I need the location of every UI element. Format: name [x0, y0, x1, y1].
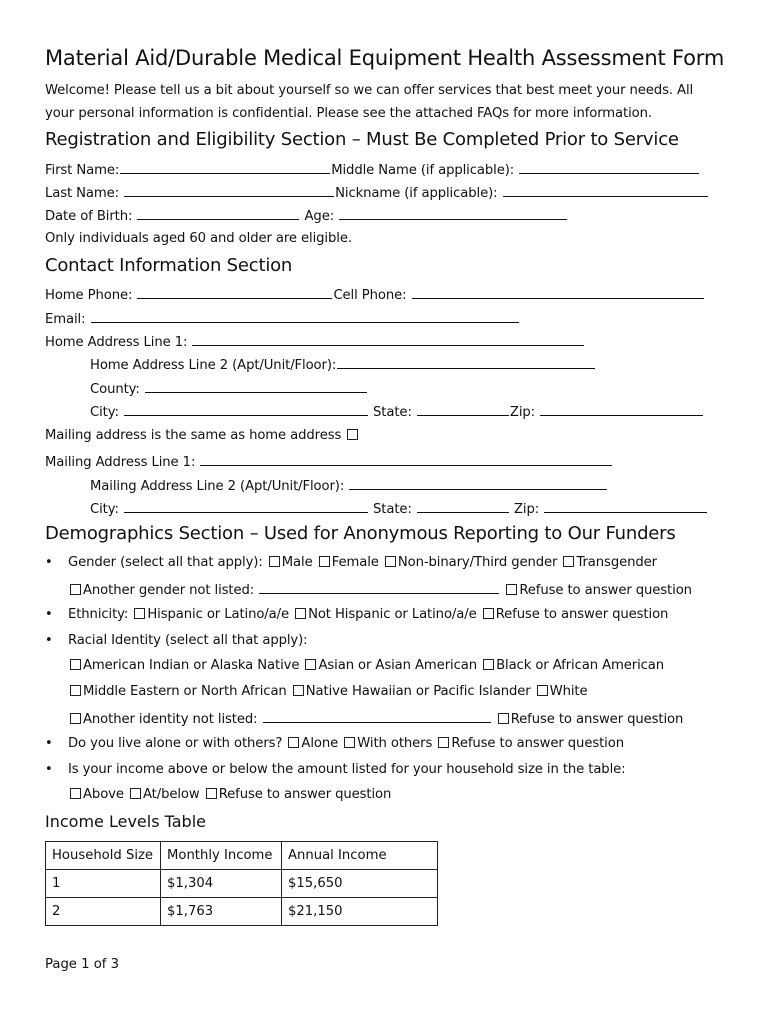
gender-refuse-checkbox[interactable]	[506, 584, 517, 595]
eth-refuse-checkbox[interactable]	[483, 608, 494, 619]
gender-trans-label: Transgender	[576, 555, 657, 570]
race-mena-checkbox[interactable]	[70, 685, 81, 696]
mail-city-field[interactable]	[124, 500, 368, 513]
table-header-cell: Monthly Income	[161, 842, 282, 870]
first-name-field[interactable]	[120, 161, 330, 174]
at-below-label: At/below	[142, 787, 200, 802]
contact-heading: Contact Information Section	[45, 255, 293, 276]
table-cell: $21,150	[282, 898, 438, 926]
cell-phone-label: Cell Phone:	[333, 288, 407, 303]
gender-other-checkbox[interactable]	[70, 584, 81, 595]
race-row-1	[68, 658, 664, 673]
gender-label: Gender (select all that apply):	[68, 555, 263, 570]
table-row	[46, 870, 438, 898]
mail-city-label: City:	[90, 502, 119, 517]
table-row	[46, 898, 438, 926]
ethnicity-row	[68, 607, 668, 622]
registration-heading: Registration and Eligibility Section – Must Be Completed Prior to Service	[45, 129, 679, 150]
income-table-heading: Income Levels Table	[45, 812, 206, 831]
race-white-checkbox[interactable]	[537, 685, 548, 696]
bullet-icon: •	[45, 736, 53, 751]
table-cell: 1	[46, 870, 161, 898]
race-aian-label: American Indian or Alaska Native	[83, 658, 300, 673]
home-address-1-label: Home Address Line 1:	[45, 335, 188, 350]
eth-not-label: Not Hispanic or Latino/a/e	[308, 607, 477, 622]
age-field[interactable]	[339, 207, 567, 220]
city-field[interactable]	[124, 403, 368, 416]
mail-address-2-label: Mailing Address Line 2 (Apt/Unit/Floor):	[90, 479, 345, 494]
first-name-label: First Name:	[45, 163, 120, 178]
bullet-icon: •	[45, 633, 53, 648]
table-cell: $1,304	[161, 870, 282, 898]
race-other-label: Another identity not listed:	[83, 712, 258, 727]
name-row-2	[45, 184, 709, 201]
table-cell: $1,763	[161, 898, 282, 926]
home-phone-label: Home Phone:	[45, 288, 133, 303]
table-header-cell: Household Size	[46, 842, 161, 870]
alone-refuse-checkbox[interactable]	[438, 737, 449, 748]
name-row-1	[45, 161, 700, 178]
mail-zip-field[interactable]	[544, 500, 707, 513]
above-checkbox[interactable]	[70, 788, 81, 799]
form-title: Material Aid/Durable Medical Equipment Health Assessment Form	[45, 46, 725, 70]
dob-label: Date of Birth:	[45, 209, 133, 224]
mail-address-1-label: Mailing Address Line 1:	[45, 455, 196, 470]
mail-zip-label: Zip:	[513, 502, 540, 517]
gender-female-label: Female	[331, 555, 379, 570]
race-asian-checkbox[interactable]	[305, 659, 316, 670]
gender-trans-checkbox[interactable]	[563, 556, 574, 567]
gender-other-row	[68, 581, 692, 598]
income-refuse-checkbox[interactable]	[206, 788, 217, 799]
race-aian-checkbox[interactable]	[70, 659, 81, 670]
intro-line-2: your personal information is confidential. Please see the attached FAQs for more information.	[45, 106, 652, 121]
eth-hispanic-label: Hispanic or Latino/a/e	[147, 607, 289, 622]
dob-row	[45, 207, 568, 224]
state-field[interactable]	[417, 403, 509, 416]
home-address-1-row	[45, 333, 585, 350]
ethnicity-label: Ethnicity:	[68, 607, 129, 622]
phone-row	[45, 286, 705, 303]
income-table	[45, 841, 438, 926]
same-mailing-label: Mailing address is the same as home address	[45, 428, 342, 443]
race-nhpi-checkbox[interactable]	[293, 685, 304, 696]
race-mena-label: Middle Eastern or North African	[83, 684, 287, 699]
bullet-icon: •	[45, 555, 53, 570]
county-field[interactable]	[145, 380, 367, 393]
middle-name-field[interactable]	[519, 161, 699, 174]
gender-other-field[interactable]	[259, 581, 499, 594]
dob-field[interactable]	[137, 207, 299, 220]
age-label: Age:	[304, 209, 335, 224]
race-black-label: Black or African American	[496, 658, 665, 673]
last-name-field[interactable]	[124, 184, 334, 197]
income-options-row	[68, 787, 391, 802]
with-others-label: With others	[357, 736, 433, 751]
race-nhpi-label: Native Hawaiian or Pacific Islander	[305, 684, 531, 699]
city-label: City:	[90, 405, 119, 420]
race-label: Racial Identity (select all that apply):	[68, 633, 308, 648]
eth-hispanic-checkbox[interactable]	[134, 608, 145, 619]
race-refuse-checkbox[interactable]	[498, 713, 509, 724]
email-field[interactable]	[91, 310, 519, 323]
zip-label: Zip:	[509, 405, 536, 420]
at-below-checkbox[interactable]	[130, 788, 141, 799]
nickname-field[interactable]	[503, 184, 708, 197]
gender-male-checkbox[interactable]	[269, 556, 280, 567]
home-address-2-row	[90, 356, 596, 373]
intro-line-1: Welcome! Please tell us a bit about yourself so we can offer services that best meet your needs. All	[45, 83, 694, 98]
middle-name-label: Middle Name (if applicable):	[331, 163, 515, 178]
mail-address-2-field[interactable]	[349, 477, 607, 490]
table-cell: $15,650	[282, 870, 438, 898]
gender-row	[68, 555, 657, 570]
gender-nonbinary-label: Non-binary/Third gender	[397, 555, 558, 570]
mail-address-2-row	[90, 477, 608, 494]
mail-state-field[interactable]	[417, 500, 509, 513]
race-row-2	[68, 684, 588, 699]
zip-field[interactable]	[540, 403, 703, 416]
gender-female-checkbox[interactable]	[319, 556, 330, 567]
income-question: Is your income above or below the amount listed for your household size in the table:	[68, 762, 626, 777]
email-label: Email:	[45, 312, 86, 327]
alone-question: Do you live alone or with others?	[68, 736, 283, 751]
race-white-label: White	[549, 684, 588, 699]
mail-state-label: State:	[373, 502, 412, 517]
alone-row	[68, 736, 624, 751]
gender-other-label: Another gender not listed:	[83, 583, 255, 598]
bullet-icon: •	[45, 607, 53, 622]
race-asian-label: Asian or Asian American	[318, 658, 477, 673]
gender-nonbinary-checkbox[interactable]	[385, 556, 396, 567]
state-label: State:	[373, 405, 412, 420]
nickname-label: Nickname (if applicable):	[335, 186, 498, 201]
alone-refuse-label: Refuse to answer question	[451, 736, 624, 751]
race-black-checkbox[interactable]	[483, 659, 494, 670]
alone-label: Alone	[301, 736, 339, 751]
county-row	[90, 380, 368, 397]
demographics-heading: Demographics Section – Used for Anonymous Reporting to Our Funders	[45, 523, 676, 544]
home-address-1-field[interactable]	[192, 333, 584, 346]
home-city-row	[90, 403, 704, 420]
table-cell: 2	[46, 898, 161, 926]
race-refuse-label: Refuse to answer question	[510, 712, 684, 727]
last-name-label: Last Name:	[45, 186, 120, 201]
alone-checkbox[interactable]	[288, 737, 299, 748]
eth-refuse-label: Refuse to answer question	[495, 607, 669, 622]
home-address-2-label: Home Address Line 2 (Apt/Unit/Floor):	[90, 358, 337, 373]
mail-city-row	[90, 500, 708, 517]
gender-refuse-label: Refuse to answer question	[519, 583, 692, 598]
page-number: Page 1 of 3	[45, 957, 119, 972]
with-others-checkbox[interactable]	[344, 737, 355, 748]
cell-phone-field[interactable]	[412, 286, 704, 299]
bullet-icon: •	[45, 762, 53, 777]
home-address-2-field[interactable]	[337, 356, 595, 369]
county-label: County:	[90, 382, 140, 397]
same-mailing-checkbox[interactable]	[347, 429, 358, 440]
eth-not-checkbox[interactable]	[295, 608, 306, 619]
eligibility-note: Only individuals aged 60 and older are eligible.	[45, 231, 352, 246]
race-other-field[interactable]	[263, 710, 491, 723]
race-row-3	[68, 710, 683, 727]
mail-address-1-row	[45, 453, 613, 470]
above-label: Above	[83, 787, 124, 802]
email-row	[45, 310, 520, 327]
gender-male-label: Male	[281, 555, 313, 570]
table-header-cell: Annual Income	[282, 842, 438, 870]
same-mailing-row	[45, 428, 360, 443]
home-phone-field[interactable]	[137, 286, 332, 299]
income-refuse-label: Refuse to answer question	[218, 787, 392, 802]
table-header-row	[46, 842, 438, 870]
mail-address-1-field[interactable]	[200, 453, 612, 466]
race-other-checkbox[interactable]	[70, 713, 81, 724]
